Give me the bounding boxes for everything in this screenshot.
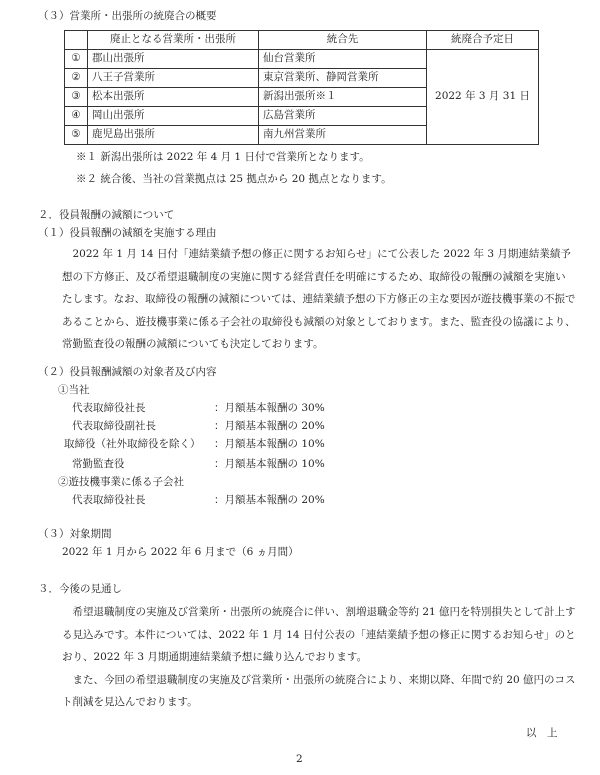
role-detail: ：月額基本報酬の 10% [214,438,325,450]
table-row [65,50,539,69]
consolidation-date: 2022 年 3 月 31 日 [427,50,539,145]
group-label-subsidiary: ②遊技機事業に係る子会社 [58,476,184,488]
period-text: 2022 年 1 月から 2022 年 6 月まで（6 ヵ月間） [62,546,299,558]
subheading-period: （３）対象期間 [38,528,112,540]
reason-text: 2022 年 1 月 14 日付「連結業績予想の修正に関するお知らせ」にて公表した 2022 年 3 月期連結業績予想の下方修正、及び希望退職制度の実施に関する経営責任を明確にするため、取締役の報酬の減額を実施いたします。なお、取締役の報酬の減額については、連結業績予想の下方修正の主な要因が遊技機事業の不振であることから、遊技機事業に係る子会社の取締役も減額の対象としております。また、監査役の協議により、常勤監査役の報酬の減額についても決定しております。 [62,248,576,351]
role-detail: ：月額基本報酬の 30% [214,402,325,414]
role-item: 常勤監査役 [72,458,125,470]
header-merged-into: 統合先 [259,31,427,50]
section-heading-compensation: ２．役員報酬の減額について [38,209,175,221]
outlook-paragraphs [62,601,576,714]
row-number: ⑤ [65,126,88,145]
role-item: 代表取締役社長 [72,494,146,506]
row-number: ③ [65,88,88,107]
header-abolished: 廃止となる営業所・出張所 [88,31,259,50]
role-item: 取締役（社外取締役を除く） [64,438,201,450]
reason-paragraph [62,243,576,356]
table-header-row [65,31,539,50]
group-label-company: ①当社 [58,384,90,396]
role-item: 代表取締役副社長 [72,420,156,432]
footnote-1: ※１ 新潟出張所は 2022 年 4 月 1 日付で営業所となります。 [76,151,370,163]
row-number: ② [65,69,88,88]
row-merged-into: 仙台営業所 [259,50,427,69]
row-merged-into: 東京営業所、静岡営業所 [259,69,427,88]
row-number: ④ [65,107,88,126]
section-heading-outlook: ３．今後の見通し [38,583,122,595]
office-consolidation-table [64,30,539,145]
row-abolished: 郡山出張所 [88,50,259,69]
subheading-reason: （１）役員報酬の減額を実施する理由 [38,227,217,239]
outlook-text-2: また、今回の希望退職制度の実施及び営業所・出張所の統廃合により、来期以降、年間で約 20 億円のコスト削減を見込んでおります。 [62,673,576,709]
row-merged-into: 新潟出張所※１ [259,88,427,107]
section-heading-offices: （３）営業所・出張所の統廃合の概要 [38,10,217,22]
footnote-2: ※２ 統合後、当社の営業拠点は 25 拠点から 20 拠点となります。 [76,173,392,185]
role-detail: ：月額基本報酬の 10% [214,458,325,470]
closing-mark: 以 上 [526,727,558,739]
outlook-text-1: 希望退職制度の実施及び営業所・出張所の統廃合に伴い、割増退職金等約 21 億円を特別損失として計上する見込みです。本件については、2022 年 1 月 14 日付公表の「連結業績予想の修正に関するお知らせ」のとおり、2022 年 3 月期通期連結業績予想に織り込んでおります。 [62,606,576,664]
role-detail: ：月額基本報酬の 20% [214,420,325,432]
row-abolished: 鹿児島出張所 [88,126,259,145]
subheading-targets: （２）役員報酬減額の対象者及び内容 [38,366,217,378]
row-abolished: 八王子営業所 [88,69,259,88]
row-abolished: 岡山出張所 [88,107,259,126]
row-number: ① [65,50,88,69]
row-merged-into: 広島営業所 [259,107,427,126]
header-date: 統廃合予定日 [427,31,539,50]
role-detail: ：月額基本報酬の 20% [214,494,325,506]
row-abolished: 松本出張所 [88,88,259,107]
role-item: 代表取締役社長 [72,402,146,414]
page-number: 2 [296,753,303,765]
row-merged-into: 南九州営業所 [259,126,427,145]
